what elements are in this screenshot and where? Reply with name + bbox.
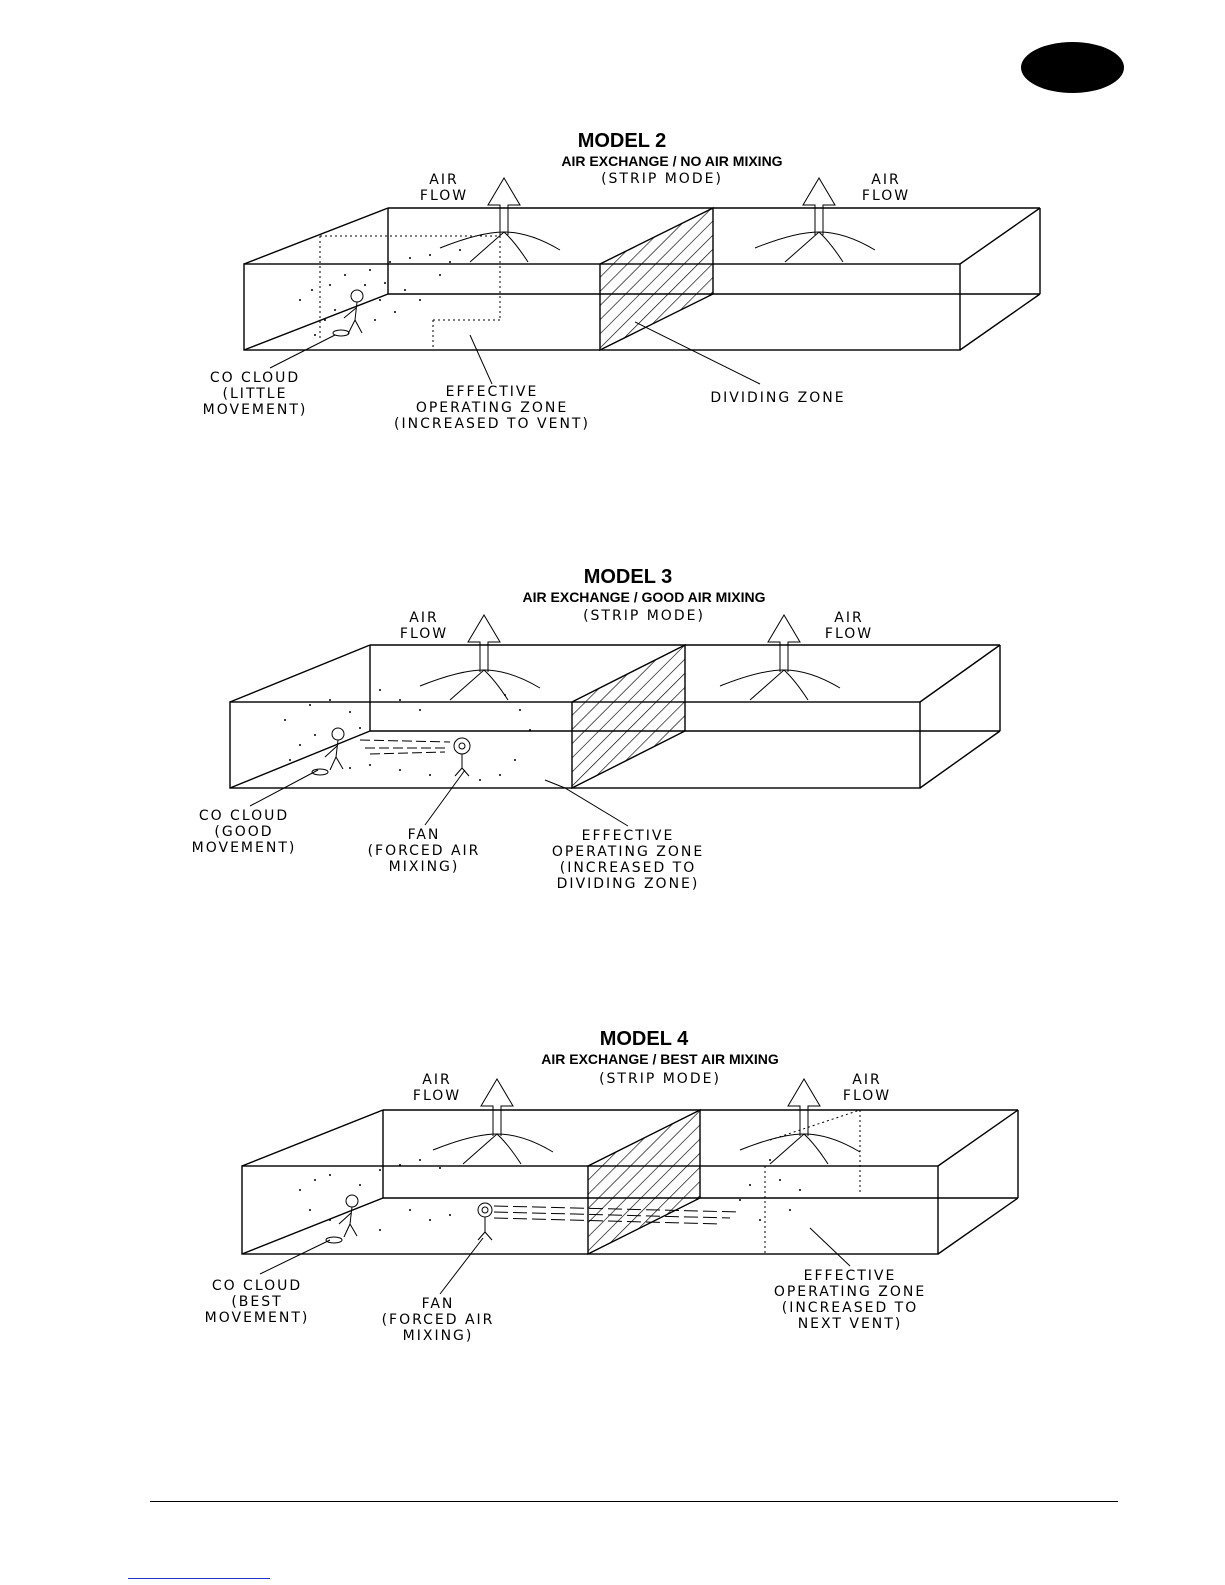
model-4-zone-label-4: NEXT VENT) (797, 1316, 903, 1332)
model-2-divider-leader (635, 322, 760, 384)
model-3-cloud-label-2: (GOOD (214, 824, 274, 840)
model-4-airflow-left-2: FLOW (412, 1088, 462, 1104)
model-4-fan-label-2: (FORCED AIR (381, 1312, 495, 1328)
model-3-co-cloud (284, 689, 531, 781)
model-4-airflow-left-1: AIR (422, 1072, 452, 1088)
model-4-zone-leader (810, 1228, 850, 1266)
model-2-airflow-right-2: FLOW (861, 188, 911, 204)
model-2-airflow-right-1: AIR (871, 172, 901, 188)
model-2-effective-zone (320, 236, 500, 350)
model-4-cloud-leader (260, 1240, 330, 1274)
model-4-airflow-right-1: AIR (852, 1072, 882, 1088)
model-4-cloud-label-3: MOVEMENT) (204, 1310, 310, 1326)
model-3-fan-leader (425, 770, 465, 825)
bottom-link-underline[interactable] (128, 1578, 270, 1579)
model-3-title: MODEL 3 (583, 566, 673, 588)
model-4-subtitle: AIR EXCHANGE / BEST AIR MIXING (541, 1051, 779, 1067)
model-4-zone-label-1: EFFECTIVE (803, 1268, 897, 1284)
model-3-airflow-right-2: FLOW (824, 626, 874, 642)
model-3-subtitle: AIR EXCHANGE / GOOD AIR MIXING (522, 589, 766, 605)
model-2-zone-label-1: EFFECTIVE (445, 384, 539, 400)
model-4-effective-zone (765, 1110, 860, 1254)
model-2-cloud-leader (270, 335, 335, 368)
model-3-airflow-left-1: AIR (409, 610, 439, 626)
model-2-mode: (STRIP MODE) (601, 171, 723, 187)
model-4-cloud-label-2: (BEST (231, 1294, 283, 1310)
model-3-zone-leader (545, 780, 628, 826)
model-2-cloud-label-2: (LITTLE (222, 386, 288, 402)
model-2-cloud-label-1: CO CLOUD (209, 370, 301, 386)
model-4-zone-label-3: (INCREASED TO (781, 1300, 919, 1316)
model-3-zone-label-1: EFFECTIVE (581, 828, 675, 844)
model-3-fan-icon (360, 738, 470, 776)
model-3-person-icon (312, 728, 344, 775)
model-3-fan-label-1: FAN (407, 827, 441, 843)
model-2-subtitle: AIR EXCHANGE / NO AIR MIXING (561, 153, 783, 169)
model-2-airflow-left-2: FLOW (419, 188, 469, 204)
model-2-zone-leader (470, 335, 492, 384)
model-4-airflow-right-2: FLOW (842, 1088, 892, 1104)
model-4-title: MODEL 4 (599, 1028, 689, 1050)
model-4-dividing-zone (588, 1110, 700, 1254)
model-2-airflow-right-arrow (755, 178, 875, 262)
model-4-mode: (STRIP MODE) (599, 1071, 721, 1087)
model-2-title: MODEL 2 (577, 130, 667, 152)
model-2-cloud-label-3: MOVEMENT) (202, 402, 308, 418)
model-3-cloud-label-3: MOVEMENT) (191, 840, 297, 856)
model-2-zone-label-2: OPERATING ZONE (415, 400, 569, 416)
model-2-dividing-zone (600, 208, 713, 350)
model-4-fan-label-1: FAN (421, 1296, 455, 1312)
model-3-diagram (192, 566, 1000, 892)
model-4-co-cloud (299, 1159, 801, 1231)
footer-rule (150, 1501, 1118, 1502)
model-3-airflow-right-arrow (720, 615, 840, 700)
model-4-diagram (205, 1028, 1018, 1344)
model-2-divider-label: DIVIDING ZONE (710, 390, 846, 406)
model-4-fan-label-3: MIXING) (402, 1328, 474, 1344)
model-3-mode: (STRIP MODE) (583, 608, 705, 624)
model-2-zone-label-3: (INCREASED TO VENT) (394, 416, 590, 432)
model-3-dividing-zone (572, 645, 685, 788)
model-3-airflow-right-1: AIR (834, 610, 864, 626)
model-2-diagram (203, 130, 1040, 432)
model-3-fan-label-3: MIXING) (388, 859, 460, 875)
model-2-co-cloud (299, 249, 461, 336)
model-3-zone-label-3: (INCREASED TO (559, 860, 697, 876)
model-3-fan-label-2: (FORCED AIR (367, 843, 481, 859)
model-4-zone-label-2: OPERATING ZONE (773, 1284, 927, 1300)
model-3-zone-label-2: OPERATING ZONE (551, 844, 705, 860)
model-4-fan-leader (440, 1238, 483, 1294)
model-2-airflow-left-1: AIR (429, 172, 459, 188)
model-3-zone-label-4: DIVIDING ZONE) (556, 876, 700, 892)
model-4-cloud-label-1: CO CLOUD (211, 1278, 303, 1294)
model-3-airflow-left-2: FLOW (399, 626, 449, 642)
model-3-cloud-label-1: CO CLOUD (198, 808, 290, 824)
